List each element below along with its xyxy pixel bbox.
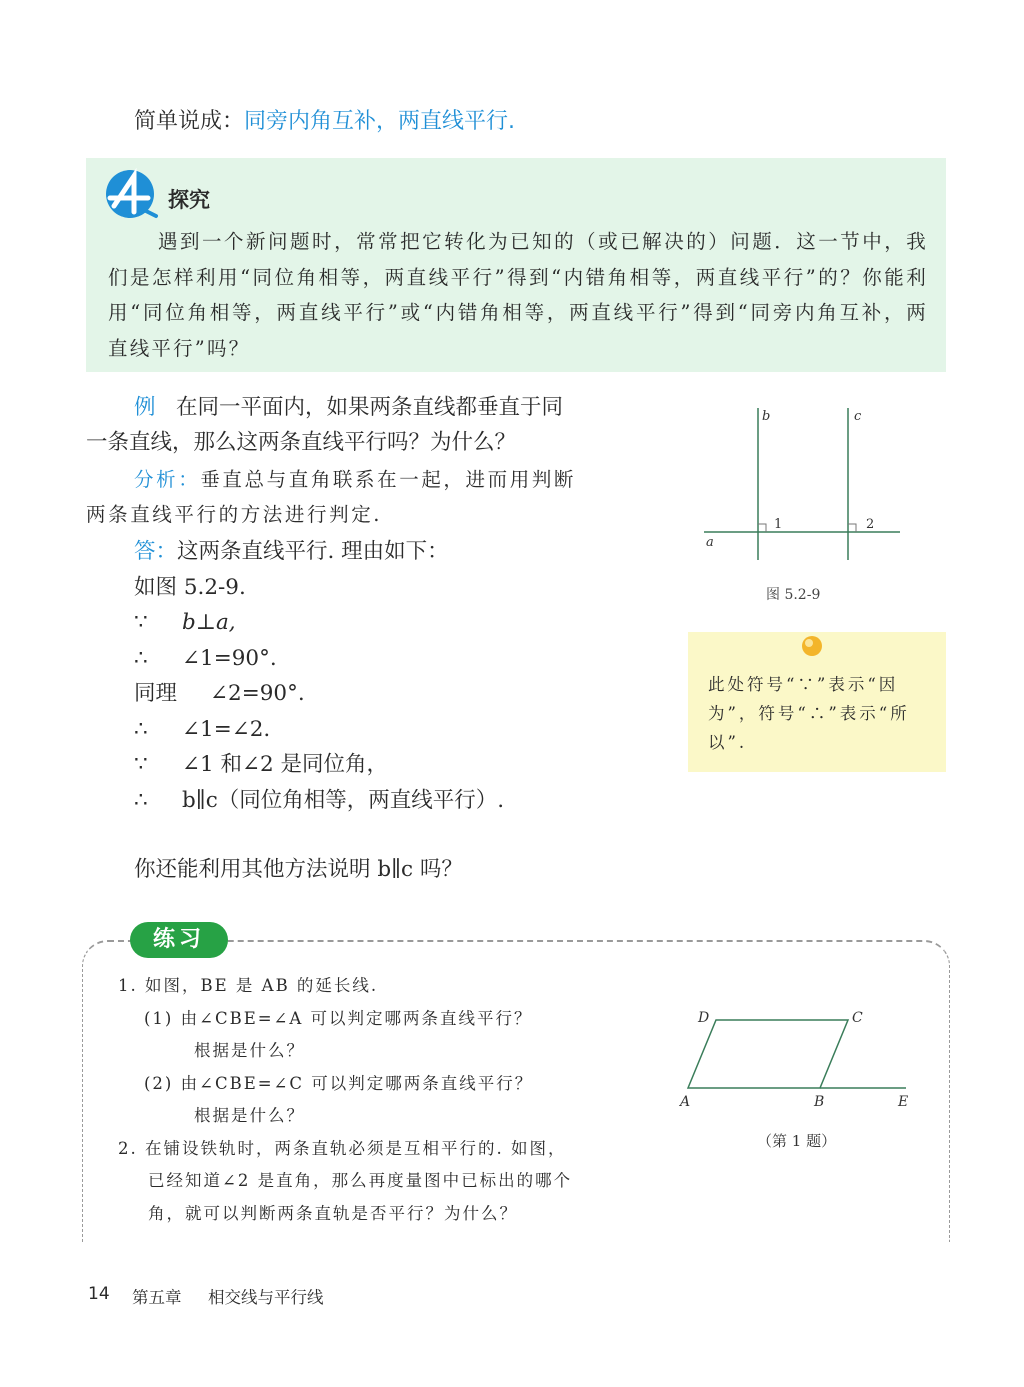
analysis-label: 分析： (134, 468, 201, 491)
step-4: ∴ ∠1=∠2. (134, 716, 271, 742)
label-b: b (762, 409, 771, 424)
label-angle-2: 2 (866, 517, 875, 532)
explore-title: 探究 (168, 188, 210, 212)
practice-item-1-2: (2) 由∠CBE=∠C 可以判定哪两条直线平行？ (144, 1073, 534, 1093)
practice-item-2-cont-2: 角，就可以判断两条直轨是否平行？为什么？ (148, 1203, 518, 1223)
parallelogram (688, 1020, 848, 1088)
lightbulb-icon (798, 632, 826, 660)
step-0: 如图 5.2-9. (134, 574, 246, 600)
label-A: A (680, 1094, 691, 1110)
analysis-text-1: 垂直总与直角联系在一起，进而用判断 (200, 468, 577, 491)
summary-line (134, 104, 515, 135)
practice-figure-caption: （第 1 题） (757, 1132, 837, 1150)
answer-label: 答： (134, 539, 178, 564)
explore-text: 遇到一个新问题时，常常把它转化为已知的（或已解决的）问题．这一节中，我们是怎样利用“同位角相等，两直线平行”得到“内错角相等，两直线平行”的？你能利用“同位角相等，两直线平行”或“内错角相等，两直线平行”得到“同旁内角互补，两直线平行”吗？ (108, 230, 928, 360)
figure-caption: 图 5.2-9 (766, 587, 821, 603)
practice-item-1-1-cont: 根据是什么？ (194, 1041, 305, 1060)
practice-item-1-2-cont: 根据是什么？ (194, 1106, 305, 1125)
example-statement (86, 390, 656, 460)
summary-highlight: 同旁内角互补，两直线平行. (244, 109, 516, 134)
figure-parallelogram (676, 1006, 916, 1116)
chapter-label: 第五章 (132, 1288, 182, 1307)
label-E: E (898, 1094, 909, 1110)
figure-5-2-9 (700, 402, 910, 562)
step-1: ∵ b⊥a, (134, 610, 236, 635)
right-angle-mark-2 (848, 524, 856, 532)
step-6: ∴ b∥c（同位角相等，两直线平行）. (134, 787, 505, 813)
step-5: ∵ ∠1 和∠2 是同位角， (134, 752, 389, 777)
example-label: 例 (134, 395, 156, 420)
practice-item-2: 2. 在铺设铁轨时，两条直轨必须是互相平行的. 如图， (118, 1138, 567, 1158)
step-3: 同理 ∠2=90°. (134, 681, 305, 706)
answer (134, 534, 504, 818)
summary-lead: 简单说成： (134, 109, 245, 134)
note-text: 此处符号“∵”表示“因为”，符号“∴”表示“所以”. (708, 675, 910, 752)
page-number: 14 (88, 1284, 110, 1304)
follow-up-question: 你还能利用其他方法说明 b∥c 吗？ (134, 857, 463, 882)
explore-badge-icon (104, 168, 160, 220)
step-2: ∴ ∠1=90°. (134, 645, 277, 671)
answer-text: 这两条直线平行. 理由如下： (177, 539, 449, 564)
right-angle-mark-1 (758, 524, 766, 532)
label-D: D (698, 1010, 710, 1026)
practice-items (118, 970, 654, 1230)
practice-tab: 练习 (130, 922, 228, 958)
label-C: C (852, 1010, 863, 1026)
label-B: B (814, 1094, 825, 1110)
label-c: c (854, 409, 862, 424)
analysis (86, 462, 656, 532)
practice-item-1: 1. 如图，BE 是 AB 的延长线. (118, 976, 379, 995)
practice-item-2-cont-1: 已经知道∠2 是直角，那么再度量图中已标出的哪个 (148, 1171, 573, 1190)
label-a: a (706, 535, 714, 550)
chapter-title: 相交线与平行线 (208, 1288, 324, 1307)
label-angle-1: 1 (774, 517, 783, 532)
practice-item-1-1: (1) 由∠CBE=∠A 可以判定哪两条直线平行？ (144, 1008, 533, 1028)
example-text-2: 一条直线，那么这两条直线平行吗？为什么？ (86, 430, 517, 455)
example-text-1: 在同一平面内，如果两条直线都垂直于同 (176, 395, 564, 420)
analysis-text-2: 两条直线平行的方法进行判定. (86, 503, 383, 526)
